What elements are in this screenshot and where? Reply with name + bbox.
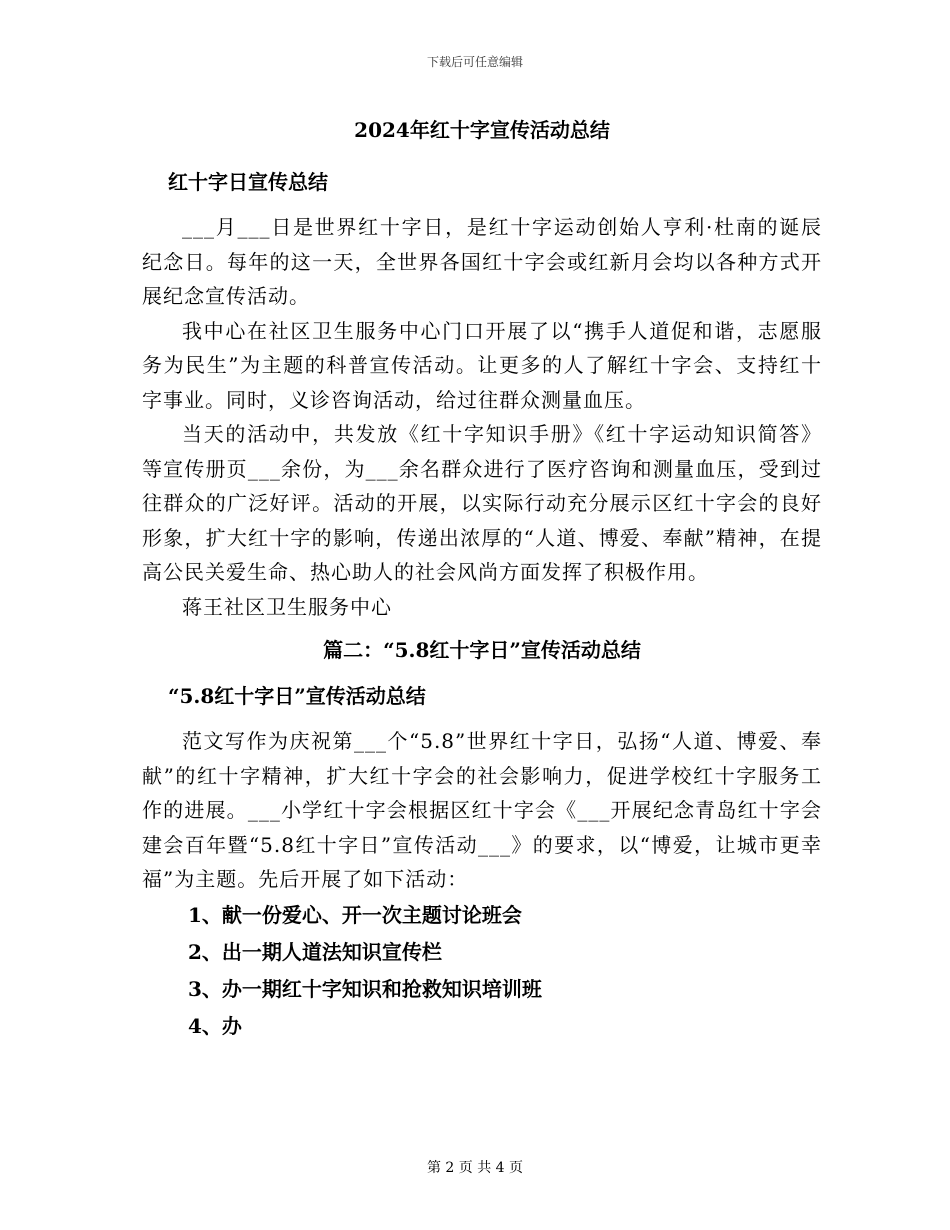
document-body <box>142 110 822 1045</box>
list-item: 1、献一份爱心、开一次主题讨论班会 <box>188 902 522 927</box>
section1-paragraph-3: 当天的活动中，共发放《红十字知识手册》《红十字运动知识简答》等宣传册页___余份，为___余名群众进行了医疗咨询和测量血压，受到过往群众的广泛好评。活动的开展，以实际行动充分展示区红十字会的良好形象，扩大红十字的影响，传递出浓厚的“人道、博爱、奉献”精神，在提高公民关爱生命、热心助人的社会风尚方面发挥了积极作用。 <box>142 422 822 584</box>
header-note: 下载后可任意编辑 <box>426 55 523 69</box>
section1-paragraph-1: ___月___日是世界红十字日，是红十字运动创始人亨利·杜南的诞辰纪念日。每年的这一天，全世界各国红十字会或红新月会均以各种方式开展纪念宣传活动。 <box>142 215 822 308</box>
section2-heading: “5.8红十字日”宣传活动总结 <box>168 684 426 708</box>
section2-chapter-heading: 篇二：“5.8红十字日”宣传活动总结 <box>323 638 641 662</box>
document-title: 2024年红十字宣传活动总结 <box>354 118 610 142</box>
section2-paragraph-1: 范文写作为庆祝第___个“5.8”世界红十字日，弘扬“人道、博爱、奉献”的红十字精神，扩大红十字会的社会影响力，促进学校红十字服务工作的进展。___小学红十字会根据区红十字会《___开展纪念青岛红十字会建会百年暨“5.8红十字日”宣传活动___》的要求，以“博爱，让城市更幸福”为主题。先后开展了如下活动： <box>142 729 822 891</box>
page-footer: 第 2 页 共 4 页 <box>426 1160 524 1176</box>
section1-signature: 蒋王社区卫生服务中心 <box>182 594 392 619</box>
section1-heading: 红十字日宣传总结 <box>168 170 328 194</box>
list-item: 2、出一期人道法知识宣传栏 <box>188 939 442 964</box>
list-item: 3、办一期红十字知识和抢救知识培训班 <box>188 976 542 1001</box>
list-item: 4、办 <box>188 1013 242 1038</box>
section1-paragraph-2: 我中心在社区卫生服务中心门口开展了以“携手人道促和谐，志愿服务为民生”为主题的科普宣传活动。让更多的人了解红十字会、支持红十字事业。同时，义诊咨询活动，给过往群众测量血压。 <box>142 318 822 412</box>
